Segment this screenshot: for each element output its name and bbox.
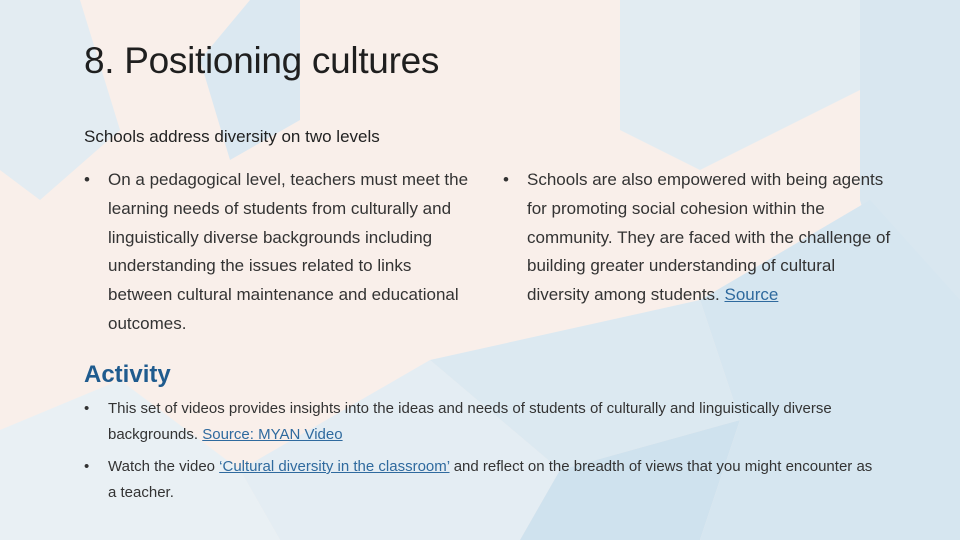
cultural-diversity-video-link[interactable]: ‘Cultural diversity in the classroom’ — [219, 458, 450, 475]
left-column — [84, 166, 469, 339]
right-bullet-item — [503, 166, 893, 310]
bullet-icon: • — [84, 400, 90, 417]
activity-heading: Activity — [84, 361, 171, 388]
right-column — [503, 166, 893, 310]
activity-item — [84, 454, 884, 506]
bullet-icon: • — [503, 170, 509, 189]
bullet-icon: • — [84, 458, 90, 475]
myan-video-link[interactable]: Source: MYAN Video — [202, 426, 343, 443]
slide-title: 8. Positioning cultures — [84, 40, 440, 81]
slide-subtitle: Schools address diversity on two levels — [84, 127, 380, 146]
activity-item-text-before: Watch the video — [108, 458, 215, 475]
activity-list — [84, 396, 884, 512]
activity-item — [84, 396, 884, 448]
bullet-icon: • — [84, 170, 90, 189]
left-bullet-text: On a pedagogical level, teachers must meet the learning needs of students from culturally and linguistically diverse backgrounds including understanding the issues related to links between cultural maintenance and educational outcomes. — [108, 170, 469, 333]
activity-item-text-after: and reflect on the breadth of views that you might encounter as a teacher. — [108, 458, 873, 501]
right-bullet-text: Schools are also empowered with being agents for promoting social cohesion within the community. They are faced with the challenge of building greater understanding of cultural diversity among students. — [527, 170, 891, 305]
activity-item-text: This set of videos provides insights into the ideas and needs of students of culturally and linguistically diverse backgrounds. — [108, 400, 832, 443]
left-bullet-item — [84, 166, 469, 339]
source-link[interactable]: Source — [724, 285, 779, 305]
